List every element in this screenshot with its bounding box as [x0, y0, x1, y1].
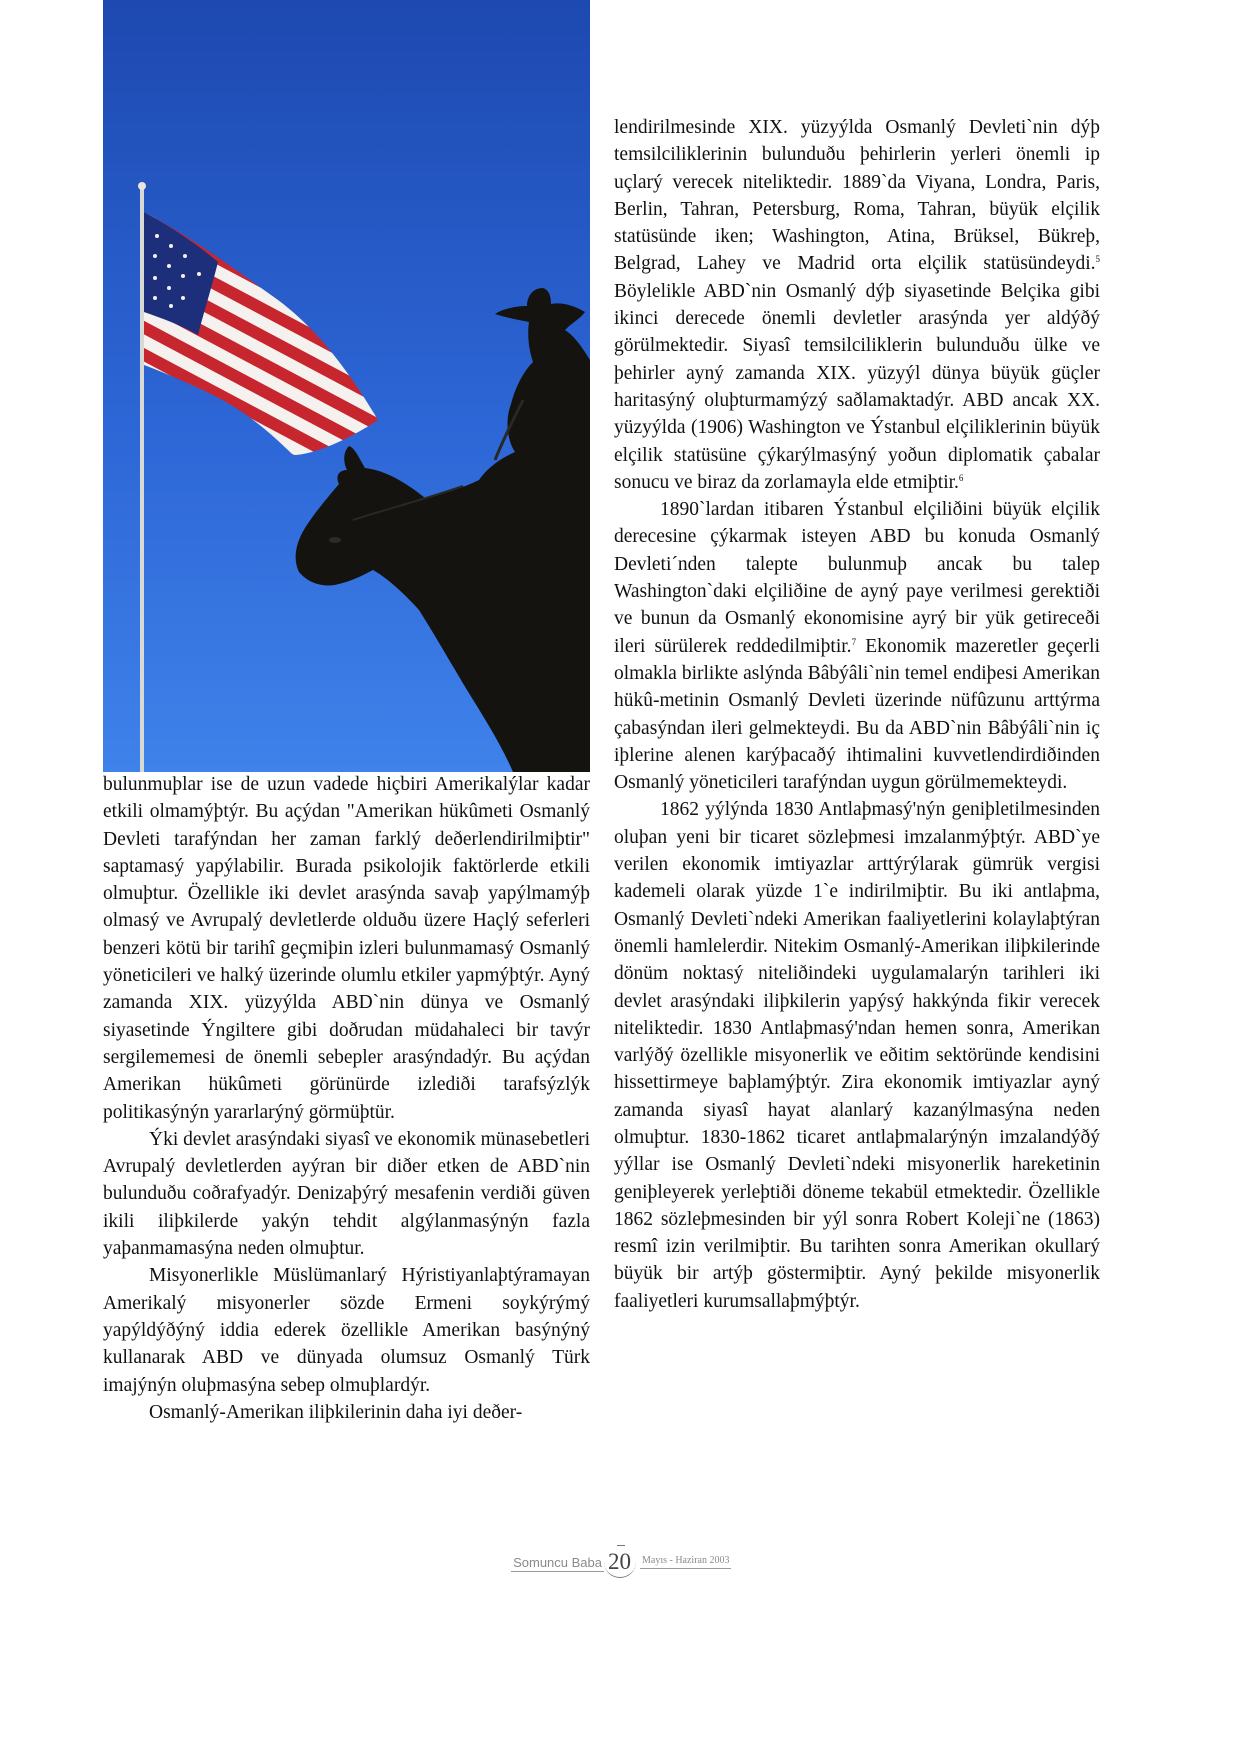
footnote-ref-6: 6	[958, 472, 964, 483]
right-paragraph-3: 1862 yýlýnda 1830 Antlaþmasý'nýn geniþletilmesinden oluþan yeni bir ticaret sözleþmesi imzalanmýþtýr. ABD`ye verilen ekonomik imtiyazlar arttýrýlarak gümrük vergisi kademeli olarak yüzde 1`e indirilmiþtir. Bu iki antlaþma, Osmanlý Devleti`ndeki Amerikan faaliyetlerini kolaylaþtýran önemli hamlelerdir. Nitekim Osmanlý-Amerikan iliþkilerinde dönüm noktasý niteliðindeki uygulamalarýn tarihleri iki devlet arasýndaki iliþkilerin yapýsý hakkýnda fikir verecek niteliktedir. 1830 Antlaþmasý'ndan hemen sonra, Amerikan varlýðý özellikle misyonerlik ve eðitim sektöründe kendisini hissettirmeye baþlamýþtýr. Zira ekonomik imtiyazlar ayný zamanda siyasî hayat alanlarý kazanýlmasýna neden olmuþtur. 1830-1862 ticaret antlaþmalarýnýn imzalandýðý yýllar ise Osmanlý Devleti`ndeki misyonerlik hareketinin geniþleyerek yerleþtiði döneme tekabül etmektedir. Özellikle 1862 sözleþmesinden bir yýl sonra Robert Koleji`ne (1863) resmî izin verilmiþtir. Bu tarihten sonra Amerikan okullarý büyük bir artýþ göstermiþtir. Ayný þekilde misyonerlik faaliyetleri kurumsallaþmýþtýr.	[614, 799, 1100, 1312]
footnote-ref-7: 7	[851, 636, 857, 647]
right-p2-text-b: Ekonomik mazeretler geçerli olmakla birlikte aslýnda Bâbýâli`nin temel endiþesi Amerikan hükû-metinin Osmanlý Devleti üzerinde nüfûzunu arttýrma çabasýndan ileri gelmekteydi. Bu da ABD`nin Bâbýâli`nin iç iþlerine alenen karýþacaðý ihtimalini kuvvetlendirdiðinden Osmanlý yöneticileri tarafýndan uygun görülmemekteydi.	[614, 635, 1100, 794]
left-text-column	[103, 771, 590, 1426]
left-paragraph-3: Misyonerlikle Müslümanlarý Hýristiyanlaþtýramayan Amerikalý misyonerler sözde Ermeni soykýrýmý yapýldýðýný iddia ederek özellikle Amerikan basýnýný kullanarak ABD ve dünyada olumsuz Osmanlý Türk imajýnýn oluþmasýna sebep olmuþlardýr.	[103, 1265, 590, 1396]
page-footer	[480, 1549, 780, 1579]
right-p1-text-a: lendirilmesinde XIX. yüzyýlda Osmanlý Devleti`nin dýþ temsilciliklerinin bulunduðu þehirlerin yerleri önemli ip uçlarý verecek niteliktedir. 1889`da Viyana, Londra, Paris, Berlin, Tahran, Petersburg, Roma, Tahran, büyük elçilik statüsünde iken; Washington, Atina, Brüksel, Bükreþ, Belgrad, Lahey ve Madrid orta elçilik statüsündeydi.	[614, 117, 1100, 275]
magazine-name: Somuncu Baba	[513, 1555, 602, 1570]
footer-ornament	[617, 1545, 625, 1546]
photo-illustration	[103, 0, 590, 772]
issue-date: Mayıs - Haziran 2003	[640, 1555, 731, 1569]
left-paragraph-4: Osmanlý-Amerikan iliþkilerinin daha iyi deðer-	[149, 1401, 523, 1423]
right-text-column	[614, 114, 1100, 1315]
flag-and-cowboy-statue-photo	[103, 0, 590, 772]
page-number: 20	[608, 1549, 631, 1574]
right-paragraph-2	[614, 496, 1100, 796]
right-paragraph-1	[614, 114, 1100, 496]
left-paragraph-1: bulunmuþlar ise de uzun vadede hiçbiri Amerikalýlar kadar etkili olmamýþtýr. Bu açýdan "Amerikan hükûmeti Osmanlý Devleti tarafýndan her zaman farklý deðerlendirilmiþtir" saptamasý yapýlabilir. Burada psikolojik faktörlerde etkili olmuþtur. Özellikle iki devlet arasýnda savaþ yapýlmamýþ olmasý ve Avrupalý devletlerde olduðu üzere Haçlý seferleri benzeri kötü bir tarihî geçmiþin izleri bulunmamasý Osmanlý yöneticileri ve halký üzerinde olumlu etkiler yapmýþtýr. Ayný zamanda XIX. yüzyýlda ABD`nin dünya ve Osmanlý siyasetinde Ýngiltere gibi doðrudan müdahaleci bir tavýr sergilememesi de önemli sebepler arasýndadýr. Bu açýdan Amerikan hükûmeti görünürde izlediði tarafsýzlýk politikasýnýn yararlarýný görmüþtür.	[103, 774, 590, 1123]
footnote-ref-5: 5	[1095, 254, 1100, 265]
left-paragraph-2: Ýki devlet arasýndaki siyasî ve ekonomik münasebetleri Avrupalý devletlerden ayýran bir diðer etken de ABD`nin bulunduðu coðrafyadýr. Denizaþýrý mesafenin verdiði güven ikili iliþkilerde yakýn tehdit algýlanmasýnýn fazla yaþanmamasýna neden olmuþtur.	[103, 1128, 590, 1260]
right-p2-text-a: 1890`lardan itibaren Ýstanbul elçiliðini büyük elçilik derecesine çýkarmak isteyen ABD bu konuda Osmanlý Devleti´nden talepte bulunmuþ ancak bu talep Washington`daki elçiliðine de ayný paye verilmesi gerektiði ve bunun da Osmanlý ekonomisine ayrý bir yük getireceði ileri sürülerek reddedilmiþtir.	[614, 499, 1100, 657]
right-p1-text-b: Böylelikle ABD`nin Osmanlý dýþ siyasetinde Belçika gibi ikinci derecede önemli devletler arasýnda yer aldýðý görülmektedir. Siyasî temsilciliklerin bulunduðu ülke ve þehirler ayný zamanda XIX. yüzyýl dünya büyük güçler haritasýný oluþturmamýzý saðlamaktadýr. ABD ancak XX. yüzyýlda (1906) Washington ve Ýstanbul elçiliklerinin büyük elçilik statüsüne çýkarýlmasýný yoðun diplomatik çabalar sonucu ve biraz da zorlamayla elde etmiþtir.	[614, 280, 1100, 493]
flag-pole	[140, 188, 144, 772]
pole-finial	[138, 182, 146, 190]
